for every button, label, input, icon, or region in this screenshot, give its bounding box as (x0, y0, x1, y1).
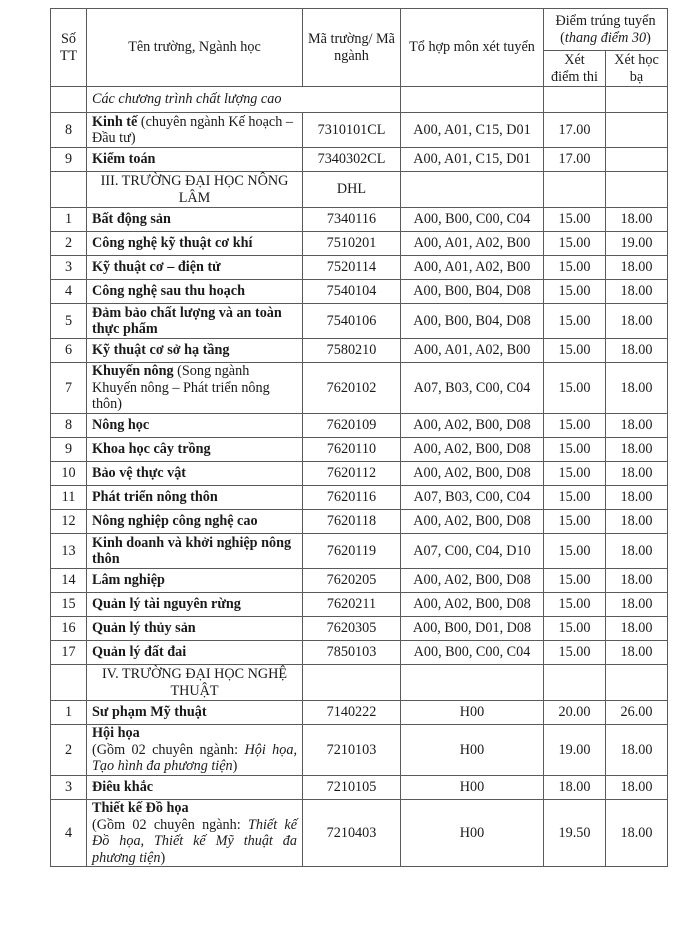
header-name: Tên trường, Ngành học (87, 9, 303, 87)
major-note-specializations: Hội họa, Tạo hình đa phương tiện (92, 741, 297, 775)
cell-transcript-score: 18.00 (606, 280, 668, 304)
major-name: Nông học (92, 417, 150, 434)
cell-combo: H00 (401, 701, 544, 725)
cell-code: 7850103 (303, 641, 401, 665)
cell-stt: 4 (51, 280, 87, 304)
cell-stt (51, 172, 87, 208)
table-row (51, 593, 668, 617)
cell-stt: 6 (51, 339, 87, 363)
cell-transcript-score: 18.00 (606, 593, 668, 617)
table-row (51, 113, 668, 148)
cell-code: 7540104 (303, 280, 401, 304)
cell-transcript-score: 18.00 (606, 725, 668, 776)
cell-stt: 8 (51, 414, 87, 438)
cell-combo: A07, C00, C04, D10 (401, 534, 544, 569)
cell-name (87, 280, 303, 304)
table-row (51, 617, 668, 641)
cell-transcript-score: 18.00 (606, 641, 668, 665)
cell-combo: A00, A01, C15, D01 (401, 148, 544, 172)
cell-name (87, 339, 303, 363)
cell-exam-score: 15.00 (544, 208, 606, 232)
cell-transcript-score: 18.00 (606, 256, 668, 280)
section-code: DHL (303, 172, 401, 208)
table-row (51, 569, 668, 593)
major-note-prefix: (Gồm 02 chuyên ngành: (92, 741, 245, 758)
cell-stt: 5 (51, 304, 87, 339)
cell-transcript-score: 18.00 (606, 462, 668, 486)
cell-combo: A00, A02, B00, D08 (401, 462, 544, 486)
major-note: (chuyên ngành Kế hoạch – Đầu tư) (92, 113, 293, 146)
section-code (303, 665, 401, 701)
cell-exam-score: 20.00 (544, 701, 606, 725)
cell-exam-score: 15.00 (544, 339, 606, 363)
cell-code: 7620102 (303, 363, 401, 414)
section-row-clc (51, 87, 668, 113)
cell-transcript-score (606, 113, 668, 148)
cell-transcript (606, 172, 668, 208)
cell-code: 7310101CL (303, 113, 401, 148)
cell-code: 7140222 (303, 701, 401, 725)
cell-combo: A00, A01, C15, D01 (401, 113, 544, 148)
major-note-suffix: ) (160, 849, 166, 866)
major-name: Bất động sản (92, 211, 171, 228)
cell-stt: 4 (51, 800, 87, 867)
cell-exam-score: 15.00 (544, 232, 606, 256)
cell-name (87, 363, 303, 414)
table-row (51, 304, 668, 339)
cell-transcript (606, 665, 668, 701)
cell-stt (51, 665, 87, 701)
cell-exam-score: 19.50 (544, 800, 606, 867)
cell-name (87, 148, 303, 172)
cell-combo: A07, B03, C00, C04 (401, 486, 544, 510)
major-note-prefix: (Gồm 02 chuyên ngành: (92, 816, 248, 833)
cell-combo: A00, B00, B04, D08 (401, 304, 544, 339)
cell-exam-score: 17.00 (544, 113, 606, 148)
cell-code: 7620119 (303, 534, 401, 569)
cell-combo: H00 (401, 800, 544, 867)
major-name: Hội họa (92, 725, 140, 742)
cell-exam-score: 15.00 (544, 617, 606, 641)
cell-exam-score: 15.00 (544, 363, 606, 414)
header-stt: Số TT (51, 9, 87, 87)
major-name: Kỹ thuật cơ sở hạ tầng (92, 342, 230, 359)
cell-transcript (606, 87, 668, 113)
cell-code: 7620211 (303, 593, 401, 617)
cell-exam (544, 172, 606, 208)
cell-exam-score: 15.00 (544, 414, 606, 438)
cell-code: 7520114 (303, 256, 401, 280)
cell-exam-score: 15.00 (544, 256, 606, 280)
cell-transcript-score: 18.00 (606, 510, 668, 534)
table-row (51, 486, 668, 510)
major-name: Phát triển nông thôn (92, 489, 218, 506)
major-name: Quản lý thủy sản (92, 620, 196, 637)
major-note: (Song ngành Khuyến nông – Phát triển nông thôn) (92, 363, 270, 413)
major-name: Kỹ thuật cơ – điện tử (92, 259, 221, 276)
cell-combo: A00, A02, B00, D08 (401, 569, 544, 593)
header-score-scale: thang điểm 30 (564, 29, 647, 46)
table-row (51, 776, 668, 800)
cell-exam-score: 17.00 (544, 148, 606, 172)
table-row (51, 280, 668, 304)
cell-stt: 9 (51, 438, 87, 462)
cell-transcript-score: 26.00 (606, 701, 668, 725)
table-row (51, 148, 668, 172)
cell-code: 7620116 (303, 486, 401, 510)
cell-transcript-score: 18.00 (606, 363, 668, 414)
cell-exam-score: 15.00 (544, 438, 606, 462)
major-note-specializations: Thiết kế Đồ họa, Thiết kế Mỹ thuật đa phương tiện (92, 816, 297, 866)
major-name: Nông nghiệp công nghệ cao (92, 513, 258, 530)
table-body (51, 87, 668, 867)
cell-transcript-score: 18.00 (606, 617, 668, 641)
cell-transcript-score: 18.00 (606, 438, 668, 462)
cell-exam-score: 15.00 (544, 593, 606, 617)
cell-name (87, 486, 303, 510)
cell-exam (544, 665, 606, 701)
cell-name (87, 438, 303, 462)
cell-combo (401, 87, 544, 113)
major-name: Sư phạm Mỹ thuật (92, 704, 207, 721)
cell-combo (401, 665, 544, 701)
cell-name (87, 776, 303, 800)
cell-name (87, 208, 303, 232)
clc-section-title: Các chương trình chất lượng cao (87, 87, 401, 113)
cell-name (87, 304, 303, 339)
cell-code: 7340302CL (303, 148, 401, 172)
table-header (51, 9, 668, 87)
cell-code: 7510201 (303, 232, 401, 256)
cell-name (87, 701, 303, 725)
table-row (51, 339, 668, 363)
major-name: Lâm nghiệp (92, 572, 165, 589)
cell-stt: 12 (51, 510, 87, 534)
cell-combo: A00, B00, C00, C04 (401, 641, 544, 665)
cell-combo: A00, A02, B00, D08 (401, 593, 544, 617)
cell-code: 7580210 (303, 339, 401, 363)
cell-combo: A00, A02, B00, D08 (401, 438, 544, 462)
cell-stt: 9 (51, 148, 87, 172)
section-row-iv (51, 665, 668, 701)
cell-combo: A00, B00, C00, C04 (401, 208, 544, 232)
header-scale-close: ) (646, 29, 651, 46)
cell-exam-score: 15.00 (544, 304, 606, 339)
cell-transcript-score: 18.00 (606, 534, 668, 569)
cell-stt: 7 (51, 363, 87, 414)
cell-stt: 14 (51, 569, 87, 593)
cell-stt: 2 (51, 725, 87, 776)
major-name: Kinh tế (92, 113, 138, 130)
cell-name (87, 725, 303, 776)
cell-combo: A00, B00, D01, D08 (401, 617, 544, 641)
cell-name (87, 256, 303, 280)
major-name: Bảo vệ thực vật (92, 465, 187, 482)
header-transcript: Xét học bạ (606, 51, 668, 87)
cell-combo (401, 172, 544, 208)
major-name: Kiểm toán (92, 151, 156, 168)
section-row-iii (51, 172, 668, 208)
cell-stt: 1 (51, 208, 87, 232)
cell-combo: A00, A02, B00, D08 (401, 414, 544, 438)
table-row (51, 438, 668, 462)
cell-name (87, 232, 303, 256)
table-row (51, 641, 668, 665)
cell-name (87, 113, 303, 148)
major-name: Quản lý đất đai (92, 644, 187, 661)
table-row (51, 363, 668, 414)
cell-transcript-score: 19.00 (606, 232, 668, 256)
major-name: Khoa học cây trồng (92, 441, 211, 458)
cell-code: 7210103 (303, 725, 401, 776)
cell-exam (544, 87, 606, 113)
major-name: Đảm bảo chất lượng và an toàn thực phẩm (92, 304, 282, 337)
cell-name (87, 414, 303, 438)
cell-name (87, 617, 303, 641)
cell-name (87, 641, 303, 665)
cell-stt: 3 (51, 256, 87, 280)
cell-code: 7620109 (303, 414, 401, 438)
cell-code: 7620112 (303, 462, 401, 486)
cell-code: 7620110 (303, 438, 401, 462)
cell-transcript-score: 18.00 (606, 339, 668, 363)
cell-name (87, 569, 303, 593)
cell-stt: 2 (51, 232, 87, 256)
cell-name (87, 800, 303, 867)
cell-transcript-score: 18.00 (606, 776, 668, 800)
header-score-title: Điểm trúng tuyển (555, 13, 656, 29)
cell-combo: A00, A01, A02, B00 (401, 339, 544, 363)
table-row (51, 232, 668, 256)
cell-exam-score: 15.00 (544, 641, 606, 665)
table-row (51, 800, 668, 867)
cell-exam-score: 19.00 (544, 725, 606, 776)
cell-transcript-score: 18.00 (606, 304, 668, 339)
major-name: Công nghệ sau thu hoạch (92, 283, 245, 300)
table-row (51, 256, 668, 280)
cell-stt: 17 (51, 641, 87, 665)
section-title: IV. TRƯỜNG ĐẠI HỌC NGHỆ THUẬT (87, 665, 303, 701)
header-code: Mã trường/ Mã ngành (303, 9, 401, 87)
cell-exam-score: 15.00 (544, 569, 606, 593)
table-row (51, 414, 668, 438)
cell-exam-score: 15.00 (544, 534, 606, 569)
cell-name (87, 510, 303, 534)
cell-code: 7210403 (303, 800, 401, 867)
cell-exam-score: 18.00 (544, 776, 606, 800)
cell-name (87, 593, 303, 617)
major-name: Kinh doanh và khởi nghiệp nông thôn (92, 534, 292, 567)
cell-transcript-score: 18.00 (606, 414, 668, 438)
cell-exam-score: 15.00 (544, 510, 606, 534)
major-name: Quản lý tài nguyên rừng (92, 596, 241, 613)
header-scale-open: ( (560, 29, 565, 46)
table-row (51, 462, 668, 486)
cell-code: 7620205 (303, 569, 401, 593)
cell-exam-score: 15.00 (544, 486, 606, 510)
cell-stt: 15 (51, 593, 87, 617)
header-score-group (544, 9, 668, 51)
cell-transcript-score: 18.00 (606, 208, 668, 232)
section-title: III. TRƯỜNG ĐẠI HỌC NÔNG LÂM (87, 172, 303, 208)
cell-stt: 16 (51, 617, 87, 641)
cell-combo: H00 (401, 776, 544, 800)
cell-combo: A07, B03, C00, C04 (401, 363, 544, 414)
cell-exam-score: 15.00 (544, 280, 606, 304)
header-combo: Tổ hợp môn xét tuyển (401, 9, 544, 87)
table-row (51, 510, 668, 534)
cell-stt: 13 (51, 534, 87, 569)
cell-name (87, 534, 303, 569)
cell-code: 7620118 (303, 510, 401, 534)
cell-stt: 10 (51, 462, 87, 486)
table-row (51, 534, 668, 569)
cell-stt: 11 (51, 486, 87, 510)
cell-stt: 3 (51, 776, 87, 800)
header-exam: Xét điểm thi (544, 51, 606, 87)
major-name: Điêu khắc (92, 779, 154, 796)
cell-transcript-score (606, 148, 668, 172)
major-name: Khuyến nông (92, 363, 174, 380)
cell-stt: 1 (51, 701, 87, 725)
cell-combo: H00 (401, 725, 544, 776)
cell-transcript-score: 18.00 (606, 569, 668, 593)
cell-name (87, 462, 303, 486)
cell-combo: A00, A01, A02, B00 (401, 256, 544, 280)
admission-scores-table (50, 8, 668, 867)
cell-combo: A00, B00, B04, D08 (401, 280, 544, 304)
major-name: Thiết kế Đồ họa (92, 800, 189, 816)
major-note-suffix: ) (232, 758, 238, 775)
table-row (51, 701, 668, 725)
cell-code: 7340116 (303, 208, 401, 232)
cell-transcript-score: 18.00 (606, 800, 668, 867)
cell-combo: A00, A02, B00, D08 (401, 510, 544, 534)
major-name: Công nghệ kỹ thuật cơ khí (92, 235, 253, 252)
cell-combo: A00, A01, A02, B00 (401, 232, 544, 256)
cell-code: 7210105 (303, 776, 401, 800)
cell-exam-score: 15.00 (544, 462, 606, 486)
cell-stt (51, 87, 87, 113)
cell-code: 7620305 (303, 617, 401, 641)
cell-stt: 8 (51, 113, 87, 148)
table-row (51, 208, 668, 232)
table-row (51, 725, 668, 776)
cell-code: 7540106 (303, 304, 401, 339)
cell-transcript-score: 18.00 (606, 486, 668, 510)
